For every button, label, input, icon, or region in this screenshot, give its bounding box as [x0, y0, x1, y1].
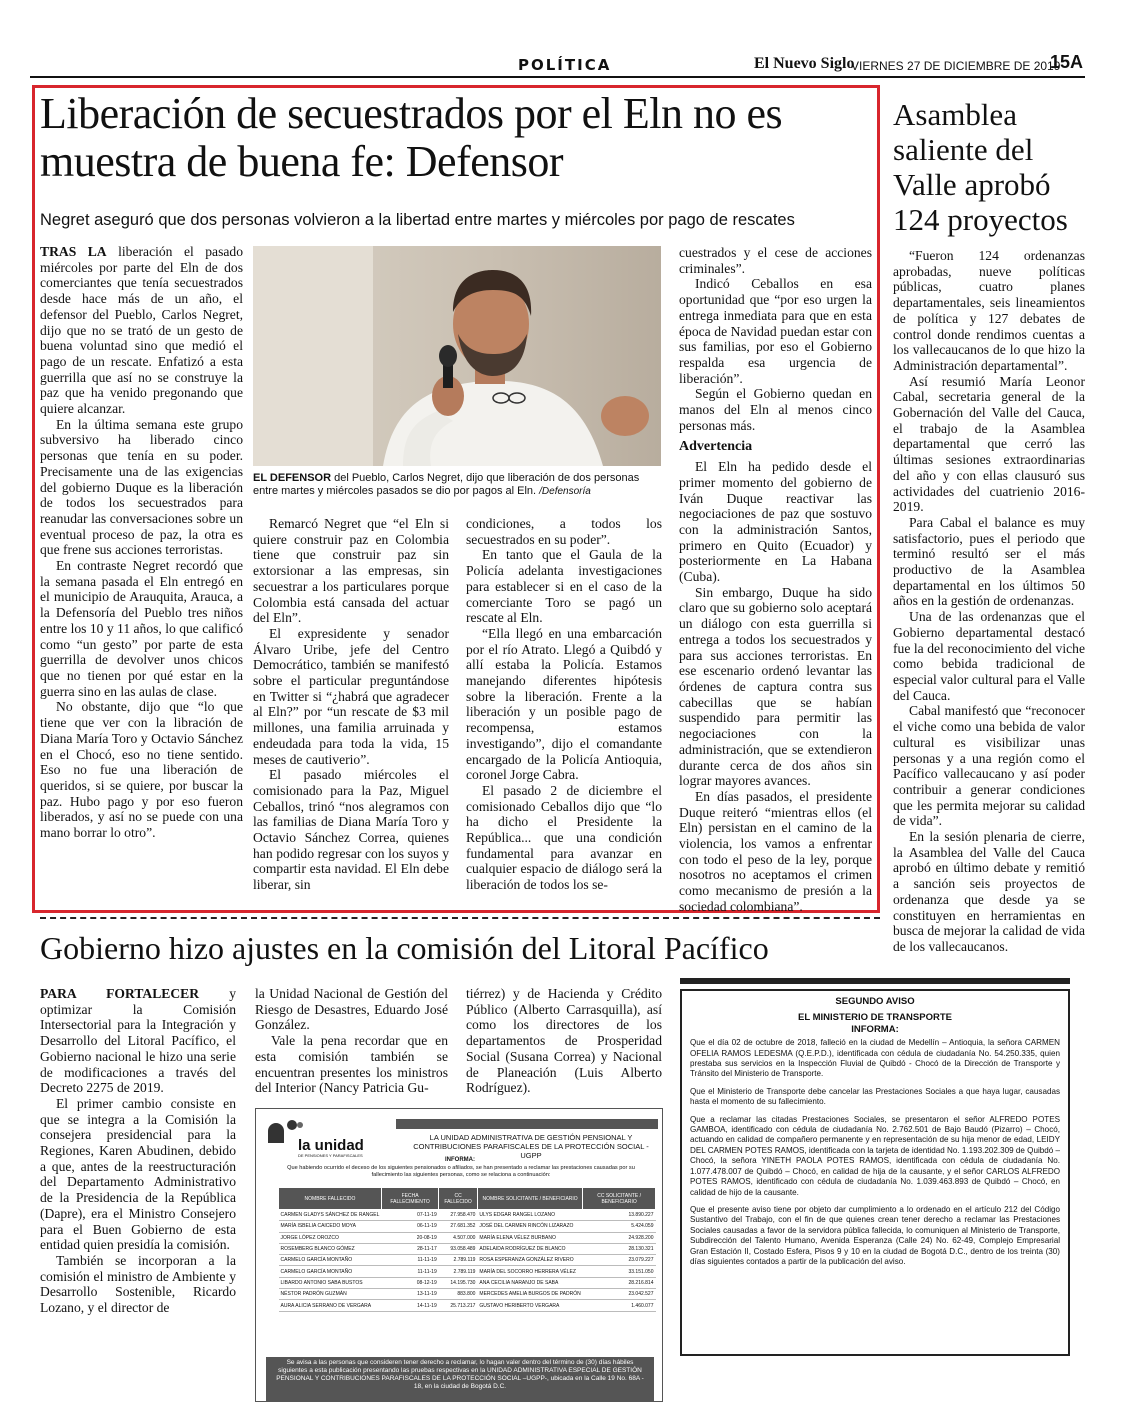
table-cell: JORGE LÓPEZ OROZCO: [279, 1232, 382, 1243]
table-cell: 28.130.321: [583, 1243, 656, 1254]
table-cell: 883.800: [439, 1289, 478, 1300]
aviso-informa: INFORMA:: [851, 1023, 899, 1035]
table-cell: MARÍA DEL SOCORRO HERRERA VÉLEZ: [477, 1266, 582, 1277]
main-column-2: [253, 516, 449, 893]
table-cell: 11-11-19: [381, 1266, 438, 1277]
table-cell: JOSÉ DEL CARMEN RINCÓN LIZARAZO: [477, 1221, 582, 1232]
table-cell: 23.042.527: [583, 1289, 656, 1300]
ministerio-notice: [680, 989, 1070, 1356]
paragraph-text: y optimizar la Comisión Intersectorial para la Integración y Desarrollo del Litoral Pacífico, el Gobierno nacional le hizo una serie de modificaciones a través del Decreto 2275 de 2019.: [40, 986, 236, 1096]
main-paragraph: cuestrados y el cese de acciones criminales”.: [679, 245, 872, 276]
lead-in: PARA FORTALECER: [40, 986, 200, 1001]
column-header: FECHA FALLECIMIENTO: [381, 1188, 438, 1210]
table-cell: MARÍA ISBELIA CAICEDO MOYA: [279, 1221, 382, 1232]
ugpp-header-bar: [396, 1119, 658, 1129]
section-label: POLÍTICA: [518, 56, 612, 74]
caption-lead: EL DEFENSOR: [253, 472, 332, 484]
side-column: [893, 248, 1085, 955]
main-paragraph: Sin embargo, Duque ha sido claro que su gobierno solo aceptará un diálogo con esta guerrilla si entrega a todos los secuestrados y para sus acciones terroristas. En ese escenario ordenó levantar las órdenes de captura contra sus cabecillas que se habían suspendido para permitir las negociaciones con la administración, que se extendieron durante cerca de dos años sin lograr mayores avances.: [679, 584, 872, 789]
table-cell: 27.681.352: [439, 1221, 478, 1232]
main-paragraph: Indicó Ceballos en esa oportunidad que “por eso urgen la entrega inmediata para que en esta época de Navidad puedan estar con sus familias, por eso el Gobierno respalda esa urgencia de liberación”.: [679, 276, 872, 386]
table-header-row: [279, 1188, 656, 1210]
second-column-2: [255, 986, 448, 1096]
main-headline: Liberación de secuestrados por el Eln no es muestra de buena fe: Defensor: [40, 89, 783, 186]
ugpp-intro: Que habiendo ocurrido el deceso de los siguientes pensionados o afiliados, se han presentado a reclamar las prestaciones causadas por su fallecimiento las siguientes personas, como se relaciona a continuación:: [287, 1165, 635, 1178]
second-paragraph: También se incorporan a la comisión el ministro de Ambiente y Desarrollo Sostenible, Ricardo Lozano, y el director de: [40, 1252, 236, 1316]
aviso-paragraph: Que el presente aviso tiene por objeto dar cumplimiento a lo ordenado en el artículo 212 del Código Sustantivo del Trabajo, con el fin de que quienes crean tener derecho a reclamar las Prestaciones Sociales causadas a favor de la servidora pública fallecida, lo comuniquen al Ministerio de Transporte, Subdirección del Talento Humano, Avenida Esperanza (Calle 24) No. 62-49, Complejo Empresarial Gran Estación II, Costado Esfera, Pisos 9 y 10 en la ciudad de Bogotá D.C., dentro de los treinta (30) días siguientes contados a partir de la publicación del aviso.: [690, 1204, 1060, 1266]
table-cell: 14.195.730: [439, 1277, 478, 1288]
ugpp-logo-word: la unidad: [298, 1137, 364, 1154]
table-row: [279, 1232, 656, 1243]
second-paragraph: la Unidad Nacional de Gestión del Riesgo de Desastres, Eduardo José González.: [255, 986, 448, 1033]
newspaper-name: El Nuevo Siglo: [754, 55, 855, 72]
header-rule: [30, 76, 1085, 78]
table-row: [279, 1289, 656, 1300]
table-cell: MERCEDES AMELIA BURGOS DE PADRÓN: [477, 1289, 582, 1300]
table-cell: ROSEMBERG BLANCO GÓMEZ: [279, 1243, 382, 1254]
issue-date: VIERNES 27 DE DICIEMBRE DE 2019: [851, 59, 1061, 73]
column-header: CC SOLICITANTE / BENEFICIARIO: [583, 1188, 656, 1210]
photo-illustration: [253, 246, 661, 466]
aviso-paragraph: Que el día 02 de octubre de 2018, falleció en la ciudad de Medellín – Antioquia, la señora CARMEN OFELIA RAMOS LEDESMA (Q.E.P.D.), identificada con cédula de ciudadanía No. 54.250.335, quien prestaba sus servicios en la Inspección Fluvial de Quibdó - Chocó de la Dirección de Transporte y Tránsito del Ministerio de Transporte.: [690, 1038, 1060, 1079]
second-headline: Gobierno hizo ajustes en la comisión del Litoral Pacífico: [40, 930, 769, 966]
table-cell: 2.789.119: [439, 1255, 478, 1266]
main-paragraph: En contraste Negret recordó que la semana pasada el Eln entregó en el municipio de Arauquita, Arauca, a la Defensoría del Pueblo tres niños entre los 10 y 11 años, lo que calificó como “un gesto” por parte de esta guerrilla de devolver unos chicos que no tienen por qué estar en la guerra sino en las aulas de clase.: [40, 558, 243, 699]
table-cell: CARMEN GLADYS SÁNCHEZ DE RANGEL: [279, 1210, 382, 1221]
main-column-3: [466, 516, 662, 893]
table-cell: GUSTAVO HERIBERTO VERGARA: [477, 1300, 582, 1311]
main-paragraph: El pasado 2 de diciembre el comisionado Ceballos dijo que “lo ha dicho el Presidente la República... que una condición fundamental para avanzar en cualquier espacio de diálogo será la liberación de todos los se-: [466, 782, 662, 893]
side-paragraph: “Fueron 124 ordenanzas aprobadas, nueve políticas públicas, cuatro planes departamentales, seis lineamientos de política y 127 debates de control donde rendimos cuentas a los vallecaucanos de lo que hizo la Administración departamental”.: [893, 248, 1085, 373]
table-cell: 20-08-19: [381, 1232, 438, 1243]
table-cell: ANA CECILIA NARANJO DE SABA: [477, 1277, 582, 1288]
table-row: [279, 1300, 656, 1311]
ugpp-logo-sub: DE PENSIONES Y PARAFISCALES: [298, 1153, 363, 1158]
ugpp-table: [278, 1187, 656, 1312]
table-cell: NÉSTOR PADRÓN GUZMÁN: [279, 1289, 382, 1300]
table-row: [279, 1210, 656, 1221]
main-paragraph: El Eln ha pedido desde el primer momento del gobierno de Iván Duque reactivar las negociaciones de paz que sostuvo con la administración Santos, primero en Quito (Ecuador) y posteriormente en La Habana (Cuba).: [679, 459, 872, 585]
section-divider: [40, 917, 880, 919]
table-cell: 08-12-19: [381, 1277, 438, 1288]
main-paragraph: Remarcó Negret que “el Eln si quiere construir paz en Colombia tiene que construir paz sin extorsionar a las empresas, sin secuestrar a los particulares porque Colombia está cansada del actuar del Eln”.: [253, 516, 449, 626]
side-paragraph: Así resumió María Leonor Cabal, secretaria general de la Gobernación del Valle del Cauca, el trabajo de la Asamblea departamental que cerró las últimas sesiones extraordinarias del año y con ellas clausuró sus actividades del cuatrienio 2016-2019.: [893, 373, 1085, 515]
table-cell: 25.713.217: [439, 1300, 478, 1311]
table-row: [279, 1255, 656, 1266]
ugpp-table-body: [279, 1210, 656, 1312]
second-column-3: [466, 986, 662, 1096]
lead-in: TRAS LA: [40, 244, 107, 259]
table-cell: 23.079.227: [583, 1255, 656, 1266]
second-paragraph: [40, 986, 236, 1096]
main-paragraph: El pasado miércoles el comisionado para la Paz, Miguel Ceballos, trinó “nos alegramos con las familias de Diana María Toro y Octavio Sánchez Correa, quienes han podido regresar con los suyos y compartir esta navidad. El Eln debe liberar, sin: [253, 767, 449, 893]
ugpp-notice: [255, 1108, 663, 1402]
table-cell: ADELAIDA RODRÍGUEZ DE BLANCO: [477, 1243, 582, 1254]
table-cell: 13.890.227: [583, 1210, 656, 1221]
table-cell: 28-11-17: [381, 1243, 438, 1254]
side-paragraph: Una de las ordenanzas que el Gobierno departamental destacó fue la del reconocimiento del viche como bebida tradicional de especial valor cultural para el Valle del Cauca.: [893, 609, 1085, 703]
main-paragraph: En tanto que el Gaula de la Policía adelanta investigaciones para establecer si en el caso de la comerciante Toro se pagó un rescate al Eln.: [466, 547, 662, 626]
caption-text: del Pueblo, Carlos Negret, dijo que liberación de dos personas entre martes y miércoles pasados se dio por pagos al Eln.: [253, 472, 640, 497]
ugpp-title: LA UNIDAD ADMINISTRATIVA DE GESTIÓN PENSIONAL Y CONTRIBUCIONES PARAFISCALES DE LA PROTECCIÓN SOCIAL - UGPP: [413, 1133, 649, 1160]
table-cell: 27.958.470: [439, 1210, 478, 1221]
table-cell: 5.424.059: [583, 1221, 656, 1232]
table-cell: 1.460.077: [583, 1300, 656, 1311]
table-row: [279, 1277, 656, 1288]
paragraph-text: liberación el pasado miércoles por parte del Eln de dos comerciantes que tenía secuestrados desde hace más de un año, el defensor del Pueblo, Carlos Negret, dijo que no se trató de un gesto de buena voluntad sino que medió el pago de un rescate. Enfatizó a esta guerrilla que así no se construye la paz que ha venido pregonando que quiere alcanzar.: [40, 244, 243, 417]
aviso-issuer: EL MINISTERIO DE TRANSPORTE: [798, 1012, 952, 1024]
main-column-1: [40, 244, 243, 841]
ugpp-logo: [264, 1115, 394, 1158]
side-paragraph: Para Cabal el balance es muy satisfactorio, pues el periodo que terminó resultó ser el más productivo de la Asamblea departamental en los últimos 50 años en la gestión de ordenanzas.: [893, 514, 1085, 609]
aviso-title: SEGUNDO AVISO: [835, 996, 915, 1007]
ugpp-footer: Se avisa a las personas que consideren tener derecho a reclamar, lo hagan valer dentro del término de (30) días hábiles siguientes a esta publicación presentando las pruebas respectivas en la UNIDAD ADMINISTRATIVA ESPECIAL DE GESTIÓN PENSIONAL Y CONTRIBUCIONES PARAFISCALES DE LA PROTECCIÓN SOCIAL –UGPP-, ubicada en la Calle 19 No. 68A - 18, en la ciudad de Bogotá D.C.: [266, 1357, 654, 1401]
photo-credit: /Defensoría: [539, 486, 591, 497]
column-header: NOMBRE SOLICITANTE / BENEFICIARIO: [477, 1188, 582, 1210]
table-cell: 4.507.000: [439, 1232, 478, 1243]
aviso-top-rule: [680, 978, 1070, 984]
main-paragraph: Según el Gobierno quedan en manos del Eln al menos cinco personas más.: [679, 386, 872, 433]
main-paragraph: [40, 244, 243, 417]
main-paragraph: condiciones, a todos los secuestrados en su poder”.: [466, 516, 662, 547]
table-row: [279, 1243, 656, 1254]
table-cell: 14-11-19: [381, 1300, 438, 1311]
defensor-photo: [253, 246, 661, 466]
page-number: 15A: [1050, 52, 1084, 72]
table-cell: 11-11-19: [381, 1255, 438, 1266]
table-cell: CARMELO GARCÍA MONTAÑO: [279, 1255, 382, 1266]
table-cell: 28.216.814: [583, 1277, 656, 1288]
main-deck: Negret aseguró que dos personas volvieron a la libertad entre martes y miércoles por pago de rescates: [40, 211, 795, 229]
side-headline: Asamblea saliente del Valle aprobó 124 proyectos: [893, 97, 1068, 237]
main-column-4: [679, 245, 872, 915]
table-row: [279, 1266, 656, 1277]
side-paragraph: En la sesión plenaria de cierre, la Asamblea del Valle del Cauca aprobó en último debate y remitió a sanción seis proyectos de ordenanza que desde ya se constituyen en herramientas en busca de mejorar la calidad de vida de los vallecaucanos.: [893, 829, 1085, 954]
table-cell: ROSA ESPERANZA GONZÁLEZ RIVERO: [477, 1255, 582, 1266]
main-paragraph: En la última semana este grupo subversivo ha liberado cinco personas que tenía en su poder. Precisamente una de las exigencias del gobierno Duque es la liberación de todos los secuestrados para reanudar las conversaciones sobre un eventual proceso de paz, la otra es que frene sus acciones terroristas.: [40, 416, 243, 558]
table-cell: LIBARDO ANTONIO SABA BUSTOS: [279, 1277, 382, 1288]
photo-caption: [253, 472, 661, 498]
second-column-1: [40, 986, 236, 1316]
table-cell: 06-11-19: [381, 1221, 438, 1232]
main-paragraph: No obstante, dijo que “lo que tiene que ver con la libración de Diana María Toro y Octavio Sánchez en el Chocó, eso no tiene sentido. Eso no fue una liberación de queridos, si se quiere, por buscar la paz. Hubo pago y por eso fueron liberados, y así no se puede con una mano borrar lo otro”.: [40, 699, 243, 841]
aviso-paragraph: Que a reclamar las citadas Prestaciones Sociales, se presentaron el señor ALFREDO POTES GAMBOA, identificado con cédula de ciudadanía No. 2.762.501 de Bajo Baudó (Pizarro) – Chocó, actuando en calidad de compañero permanente y en representación de su hija menor de edad, LEIDY DEL CARMEN POTES RAMOS, identificada con la tarjeta de identidad No. 1.193.202.309 de Quibdó – Chocó, la señora YINETH PAOLA POTES RAMOS, identificada con cédula de ciudadanía No. 1.077.478.007 de Quibdó – Chocó, en calidad de hija de la causante, y el señor CARLOS ALFREDO POTES RAMOS, identificado con cédula de ciudadanía No. 1.039.463.893 de Quibdó – Chocó, en calidad de hijo de la causante.: [690, 1114, 1060, 1197]
table-cell: ULYS EDGAR RANGEL LOZANO: [477, 1210, 582, 1221]
second-paragraph: El primer cambio consiste en que se integra a la Comisión la consejera presidencial para la Regiones, Karen Abudinen, debido a que, antes de la reestructuración del Departamento Administrativo de la Presidencia de la República (Dapre), era el Ministro Consejero para el Buen Gobierno de esta entidad quien presidía la comisión.: [40, 1095, 236, 1253]
table-cell: 13-11-19: [381, 1289, 438, 1300]
main-paragraph: “Ella llegó en una embarcación por el río Atrato. Llegó a Quibdó y allí estaba la Policía. Estamos manejando diferentes hipótesis sobre la liberación. Frente a la liberación y un posible pago de recompensa, estamos investigando”, dijo el comandante encargado de la Policía Antioquia, coronel Jorge Cabra.: [466, 625, 662, 783]
table-cell: 24.928.200: [583, 1232, 656, 1243]
table-cell: 07-11-19: [381, 1210, 438, 1221]
ugpp-informa: INFORMA:: [445, 1157, 475, 1163]
table-cell: 33.151.050: [583, 1266, 656, 1277]
aviso-paragraph: Que el Ministerio de Transporte debe cancelar las Prestaciones Sociales a que haya lugar, causadas hasta el momento de su fallecimiento.: [690, 1086, 1060, 1107]
subhead: Advertencia: [679, 439, 753, 455]
table-row: [279, 1221, 656, 1232]
main-paragraph: El expresidente y senador Álvaro Uribe, jefe del Centro Democrático, también se manifestó sobre el particular preguntándose en Twitter si “¿habrá que agradecer al Eln?” por “un rescate de $3 mil millones, una familia arruinada y endeudada para toda la vida, 15 meses de cautiverio”.: [253, 625, 449, 767]
column-header: NOMBRE FALLECIDO: [279, 1188, 382, 1210]
main-paragraph: En días pasados, el presidente Duque reiteró “mientras ellos (el Eln) persistan en el camino de la violencia, los vamos a enfrentar con todo el peso de la ley, porque nosotros no aceptamos el crimen como mecanismo de presión a la sociedad colombiana”.: [679, 788, 872, 914]
table-cell: CARMELO GARCÍA MONTAÑO: [279, 1266, 382, 1277]
column-header: CC FALLECIDO: [439, 1188, 478, 1210]
table-cell: 2.789.119: [439, 1266, 478, 1277]
table-cell: MARÍA ELENA VÉLEZ BURBANO: [477, 1232, 582, 1243]
second-paragraph: tiérrez) y de Hacienda y Crédito Público (Alberto Carrasquilla), así como los directores de los departamentos de Prosperidad Social (Susana Correa) y Nacional de Planeación (Luis Alberto Rodríguez).: [466, 986, 662, 1096]
second-paragraph: Vale la pena recordar que en esta comisión también se encuentran presentes los ministros del Interior (Nancy Patricia Gu-: [255, 1033, 448, 1096]
table-cell: AURA ALICIA SERRANO DE VERGARA: [279, 1300, 382, 1311]
side-paragraph: Cabal manifestó que “reconocer el viche como una bebida de valor cultural es visibilizar unas personas y a una región como el Pacífico vallecaucano y así poder contribuir a generar condiciones que les permita mejorar su calidad de vida”.: [893, 703, 1085, 829]
table-cell: 93.058.489: [439, 1243, 478, 1254]
